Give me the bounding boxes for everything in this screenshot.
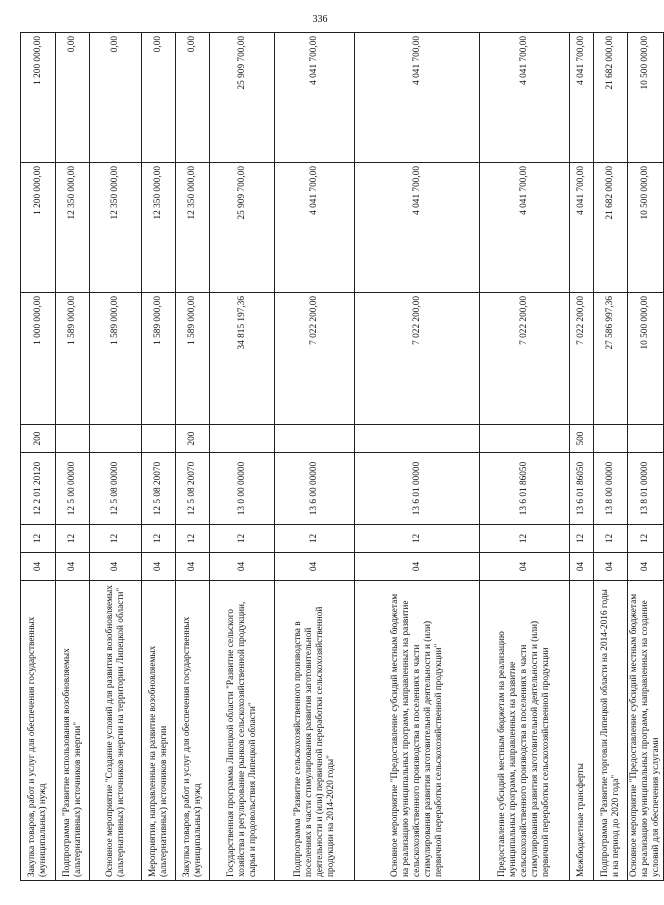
row-amount-2-cell: 4 041 700,00 bbox=[480, 163, 570, 293]
row-amount-3-cell: 4 041 700,00 bbox=[355, 33, 480, 163]
row-target-article-cell: 13 6 01 86050 bbox=[480, 453, 570, 525]
table-row bbox=[570, 33, 594, 881]
row-amount-2-cell: 12 350 000,00 bbox=[142, 163, 176, 293]
row-target-article-cell: 13 0 00 00000 bbox=[210, 453, 275, 525]
row-amount-2-cell: 12 350 000,00 bbox=[90, 163, 142, 293]
row-section-cell: 04 bbox=[90, 553, 142, 581]
row-subsection-cell: 12 bbox=[628, 525, 664, 553]
row-subsection-cell: 12 bbox=[594, 525, 628, 553]
table-row bbox=[56, 33, 90, 881]
row-section-cell: 04 bbox=[21, 553, 56, 581]
row-name-cell: Основное мероприятие "Предоставление субсидий местным бюджетам на реализацию муниципальных программ, направленных на создание условий для обеспечения услугами bbox=[628, 581, 664, 881]
row-amount-2-cell: 12 350 000,00 bbox=[176, 163, 210, 293]
row-amount-3-cell: 0,00 bbox=[90, 33, 142, 163]
row-section-cell: 04 bbox=[142, 553, 176, 581]
row-section-cell: 04 bbox=[275, 553, 355, 581]
row-amount-1-cell: 10 500 000,00 bbox=[628, 293, 664, 425]
row-amount-1-cell: 7 022 200,00 bbox=[275, 293, 355, 425]
row-expense-type-cell bbox=[594, 425, 628, 453]
row-amount-2-cell: 4 041 700,00 bbox=[570, 163, 594, 293]
row-amount-3-cell: 25 909 700,00 bbox=[210, 33, 275, 163]
row-target-article-cell: 12 5 00 00000 bbox=[56, 453, 90, 525]
row-amount-1-cell: 1 589 000,00 bbox=[56, 293, 90, 425]
row-target-article-cell: 12 5 08 00000 bbox=[90, 453, 142, 525]
rotated-table-wrapper bbox=[20, 33, 661, 881]
row-amount-2-cell: 1 200 000,00 bbox=[21, 163, 56, 293]
row-target-article-cell: 13 6 01 00000 bbox=[355, 453, 480, 525]
row-expense-type-cell bbox=[480, 425, 570, 453]
row-target-article-cell: 13 8 00 00000 bbox=[594, 453, 628, 525]
row-expense-type-cell bbox=[628, 425, 664, 453]
row-section-cell: 04 bbox=[176, 553, 210, 581]
row-target-article-cell: 12 5 08 20070 bbox=[176, 453, 210, 525]
table-row bbox=[480, 33, 570, 881]
row-amount-3-cell: 0,00 bbox=[176, 33, 210, 163]
table-row bbox=[355, 33, 480, 881]
row-expense-type-cell: 200 bbox=[176, 425, 210, 453]
row-subsection-cell: 12 bbox=[21, 525, 56, 553]
row-expense-type-cell bbox=[56, 425, 90, 453]
row-amount-1-cell: 34 815 197,36 bbox=[210, 293, 275, 425]
row-amount-2-cell: 12 350 000,00 bbox=[56, 163, 90, 293]
row-amount-1-cell: 7 022 200,00 bbox=[355, 293, 480, 425]
row-name-cell: Подпрограмма "Развитие сельскохозяйственного производства в поселениях в части стимулирования развития заготовительной деятельности и (или) первичной переработки сельскохозяйственной продукции на 2014-2020 годы" bbox=[275, 581, 355, 881]
row-subsection-cell: 12 bbox=[176, 525, 210, 553]
page-number: 336 bbox=[312, 14, 328, 25]
row-amount-3-cell: 4 041 700,00 bbox=[570, 33, 594, 163]
row-subsection-cell: 12 bbox=[142, 525, 176, 553]
row-expense-type-cell bbox=[142, 425, 176, 453]
row-name-cell: Основное мероприятие "Создание условий для развития возобновляемых (альтернативных) источников энергии на территории Липецкой области" bbox=[90, 581, 142, 881]
row-expense-type-cell: 500 bbox=[570, 425, 594, 453]
table-row bbox=[90, 33, 142, 881]
row-amount-3-cell: 4 041 700,00 bbox=[275, 33, 355, 163]
row-section-cell: 04 bbox=[594, 553, 628, 581]
rotated-table-area bbox=[20, 33, 661, 881]
row-subsection-cell: 12 bbox=[480, 525, 570, 553]
row-amount-1-cell: 1 589 000,00 bbox=[142, 293, 176, 425]
row-name-cell: Предоставление субсидий местным бюджетам на реализацию муниципальных программ, направленных на развитие сельскохозяйственного производства в поселениях в части стимулирования развития заготовительной деятельности и (или) первичной переработки сельскохозяйственной продукции bbox=[480, 581, 570, 881]
row-amount-1-cell: 1 000 000,00 bbox=[21, 293, 56, 425]
row-section-cell: 04 bbox=[480, 553, 570, 581]
budget-table-body bbox=[21, 33, 664, 881]
table-row bbox=[594, 33, 628, 881]
row-name-cell: Мероприятия, направленные на развитие возобновляемых (альтернативных) источников энергии bbox=[142, 581, 176, 881]
row-amount-3-cell: 10 500 000,00 bbox=[628, 33, 664, 163]
table-row bbox=[21, 33, 56, 881]
row-amount-2-cell: 4 041 700,00 bbox=[355, 163, 480, 293]
row-target-article-cell: 13 6 01 86050 bbox=[570, 453, 594, 525]
row-name-cell: Подпрограмма "Развитие торговли Липецкой области на 2014-2016 годы и на период до 2020 года" bbox=[594, 581, 628, 881]
row-name-cell: Закупка товаров, работ и услуг для обеспечения государственных (муниципальных) нужд bbox=[176, 581, 210, 881]
row-amount-3-cell: 1 200 000,00 bbox=[21, 33, 56, 163]
row-target-article-cell: 12 2 01 20120 bbox=[21, 453, 56, 525]
table-row bbox=[176, 33, 210, 881]
row-target-article-cell: 13 6 00 00000 bbox=[275, 453, 355, 525]
row-name-cell: Основное мероприятие "Предоставление субсидий местным бюджетам на реализацию муниципальных программ, направленных на развитие сельскохозяйственного производства в поселениях в части стимулирования развития заготовительной деятельности и (или) первичной переработки сельскохозяйственной продукции" bbox=[355, 581, 480, 881]
row-expense-type-cell bbox=[275, 425, 355, 453]
row-name-cell: Государственная программа Липецкой области "Развитие сельского хозяйства и регулирование рынков сельскохозяйственной продукции, сырья и продовольствия Липецкой области" bbox=[210, 581, 275, 881]
row-section-cell: 04 bbox=[570, 553, 594, 581]
row-amount-3-cell: 0,00 bbox=[142, 33, 176, 163]
row-section-cell: 04 bbox=[355, 553, 480, 581]
row-subsection-cell: 12 bbox=[570, 525, 594, 553]
row-amount-2-cell: 25 909 700,00 bbox=[210, 163, 275, 293]
row-expense-type-cell bbox=[355, 425, 480, 453]
table-row bbox=[142, 33, 176, 881]
row-target-article-cell: 13 8 01 00000 bbox=[628, 453, 664, 525]
row-name-cell: Подпрограмма "Развитие использования возобновляемых (альтернативных) источников энергии" bbox=[56, 581, 90, 881]
row-subsection-cell: 12 bbox=[355, 525, 480, 553]
table-row bbox=[210, 33, 275, 881]
row-subsection-cell: 12 bbox=[275, 525, 355, 553]
row-target-article-cell: 12 5 08 20070 bbox=[142, 453, 176, 525]
row-amount-1-cell: 7 022 200,00 bbox=[570, 293, 594, 425]
row-amount-2-cell: 4 041 700,00 bbox=[275, 163, 355, 293]
row-section-cell: 04 bbox=[210, 553, 275, 581]
row-subsection-cell: 12 bbox=[210, 525, 275, 553]
row-amount-3-cell: 0,00 bbox=[56, 33, 90, 163]
row-section-cell: 04 bbox=[56, 553, 90, 581]
row-subsection-cell: 12 bbox=[56, 525, 90, 553]
row-section-cell: 04 bbox=[628, 553, 664, 581]
row-amount-1-cell: 7 022 200,00 bbox=[480, 293, 570, 425]
table-row bbox=[275, 33, 355, 881]
budget-table bbox=[20, 32, 664, 881]
row-amount-2-cell: 10 500 000,00 bbox=[628, 163, 664, 293]
row-expense-type-cell: 200 bbox=[21, 425, 56, 453]
row-subsection-cell: 12 bbox=[90, 525, 142, 553]
row-name-cell: Закупка товаров, работ и услуг для обеспечения государственных (муниципальных) нужд bbox=[21, 581, 56, 881]
row-expense-type-cell bbox=[210, 425, 275, 453]
row-amount-1-cell: 1 589 000,00 bbox=[176, 293, 210, 425]
row-amount-1-cell: 1 589 000,00 bbox=[90, 293, 142, 425]
row-amount-3-cell: 21 682 000,00 bbox=[594, 33, 628, 163]
row-amount-2-cell: 21 682 000,00 bbox=[594, 163, 628, 293]
row-expense-type-cell bbox=[90, 425, 142, 453]
row-amount-3-cell: 4 041 700,00 bbox=[480, 33, 570, 163]
row-name-cell: Межбюджетные трансферты bbox=[570, 581, 594, 881]
row-amount-1-cell: 27 586 997,36 bbox=[594, 293, 628, 425]
table-row bbox=[628, 33, 664, 881]
